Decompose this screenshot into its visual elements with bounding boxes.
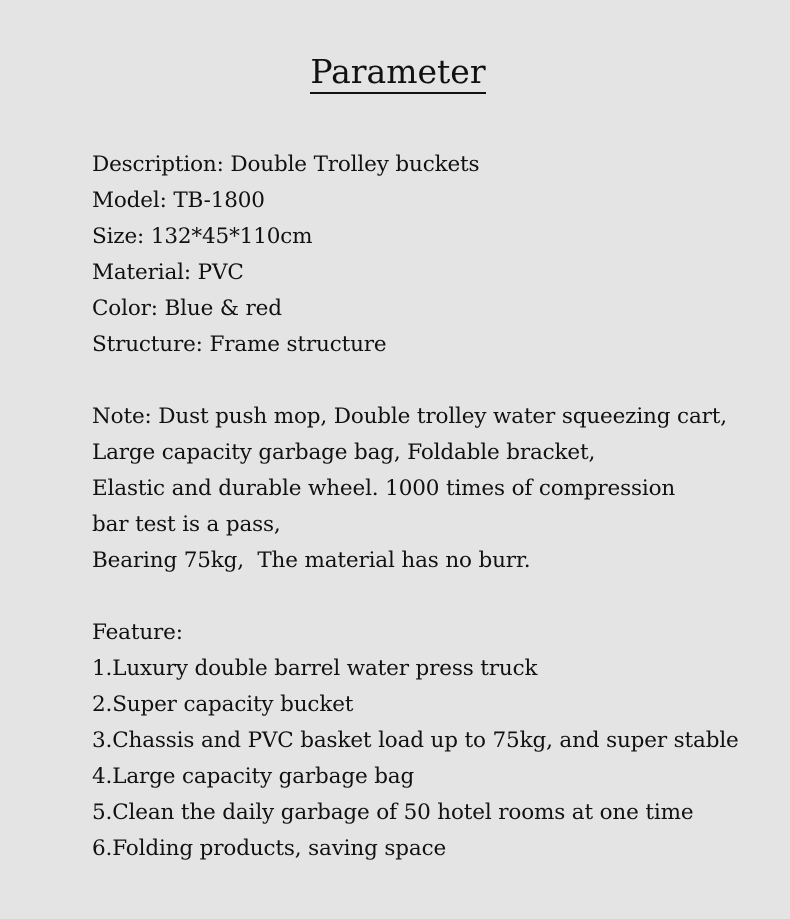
spec-list (92, 147, 782, 363)
feature-item: 4.Large capacity garbage bag (92, 764, 415, 789)
spec-color: Color: Blue & red (92, 296, 282, 321)
feature-item: 6.Folding products, saving space (92, 836, 447, 861)
section-spacer (92, 579, 782, 615)
note-line: bar test is a pass, (92, 512, 281, 537)
feature-item: 2.Super capacity bucket (92, 692, 354, 717)
spec-material: Material: PVC (92, 260, 244, 285)
spec-model: Model: TB-1800 (92, 188, 265, 213)
note-line: Elastic and durable wheel. 1000 times of compression (92, 476, 676, 501)
page-title-wrapper (0, 50, 790, 94)
note-line: Large capacity garbage bag, Foldable bracket, (92, 440, 596, 465)
spec-description: Description: Double Trolley buckets (92, 152, 480, 177)
feature-heading: Feature: (92, 620, 183, 645)
spec-size: Size: 132*45*110cm (92, 224, 313, 249)
feature-item: 1.Luxury double barrel water press truck (92, 656, 538, 681)
note-line: Note: Dust push mop, Double trolley water squeezing cart, (92, 404, 727, 429)
parameter-content (92, 147, 782, 867)
feature-item: 3.Chassis and PVC basket load up to 75kg, and super stable (92, 728, 739, 753)
spec-structure: Structure: Frame structure (92, 332, 387, 357)
feature-block (92, 615, 782, 867)
feature-item: 5.Clean the daily garbage of 50 hotel rooms at one time (92, 800, 694, 825)
section-spacer (92, 363, 782, 399)
note-line: Bearing 75kg, The material has no burr. (92, 548, 531, 573)
note-block (92, 399, 782, 579)
page-title: Parameter (310, 52, 485, 94)
